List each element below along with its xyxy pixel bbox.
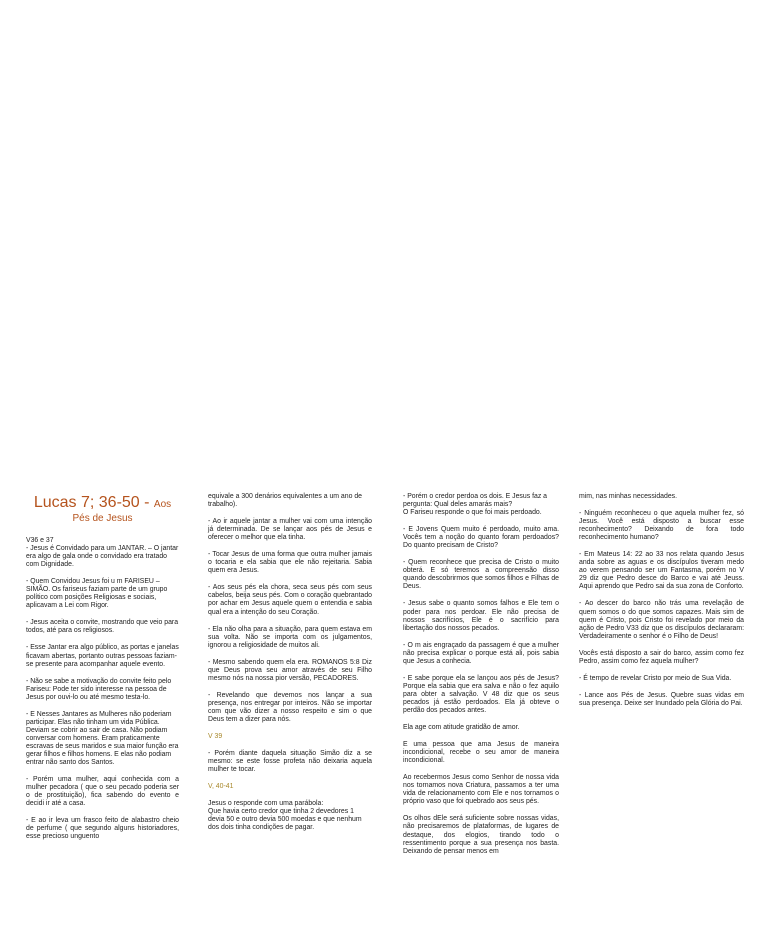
document-title (26, 493, 179, 525)
paragraph: - É tempo de revelar Cristo por meio de Sua Vida. (579, 674, 732, 682)
paragraph: - Mesmo sabendo quem ela era. ROMANOS 5:8 Diz que Deus prova seu amor através de seu Filho mesmo nós na nossa pior versão, PECADORES. (208, 658, 372, 682)
paragraph: - Jesus aceita o convite, mostrando que veio para todos, até para os religiosos. (26, 619, 179, 635)
column-2 (208, 493, 372, 841)
column-4 (579, 493, 744, 717)
paragraph: - Esse Jantar era algo público, as portas e janelas ficavam abertas, portanto outras pessoas faziam-se presente para acompanhar aquele evento. (26, 644, 179, 668)
title-main: Lucas 7; 36-50 - (33, 494, 154, 511)
paragraph: Ela age com atitude gratidão de amor. (403, 724, 520, 732)
column-3 (403, 493, 559, 865)
paragraph: - Revelando que devemos nos lançar a sua presença, nos entregar por inteiros. Não se importar com que vão dizer a nosso respeito e sim o que Deus tem a dizer para nós. (208, 691, 372, 723)
paragraph: - Porém diante daquela situação Simão diz a se mesmo: se este fosse profeta não deixaria aquela mulher te tocar. (208, 750, 372, 774)
paragraph: - Porém uma mulher, aqui conhecida com a mulher pecadora ( que o seu pecado poderia ser o de prostituição), fica sabendo do evento e decidi ir até a casa. (26, 776, 179, 808)
paragraph: Vocês está disposto a sair do barco, assim como fez Pedro, assim como fez aquela mulher? (579, 649, 744, 665)
paragraph: - E sabe porque ela se lançou aos pés de Jesus? Porque ela sabia que era salva e não o fez aquilo para obter a salvação. V 48 diz que os seus pecados já estão perdoados. Ela já obteve o perdão dos pecados antes. (403, 674, 559, 714)
paragraph: - Ao descer do barco não trás uma revelação de quem somos o do que somos capazes. Mais sim de quem é Cristo, pois Cristo foi revelado por meio da ação de Pedro V33 diz que os discípulos declararam: Verdadeiramente o senhor é o Filho de Deus! (579, 600, 744, 640)
paragraph: equivale a 300 denários equivalentes a um ano de trabalho). (208, 493, 363, 509)
paragraph: - Não se sabe a motivação do convite feito pelo Fariseu: Pode ter sido interesse na pessoa de Jesus por ouvi-lo ou até mesmo testa-lo. (26, 677, 172, 701)
paragraph: - Ela não olha para a situação, para quem estava em sua volta. Não se importa com os julgamentos, ignorou a religiosidade de muitos ali. (208, 625, 372, 649)
paragraph: Os olhos dEle será suficiente sobre nossas vidas, não precisaremos de plataformas, de lugares de destaque, dos elogios, tirando todo o ressentimento porque a sua presença nos basta. Deixando de pensar menos em (403, 815, 559, 855)
paragraph: Ao recebermos Jesus como Senhor de nossa vida nos tornamos nova Criatura, passamos a ter uma vida de relacionamento com Ele e nos tornamos o próprio vaso que foi quebrado aos seus pés. (403, 774, 559, 806)
paragraph: - Aos seus pés ela chora, seca seus pés com seus cabelos, beija seus pés. Com o coração quebrantado por achar em Jesus aquele quem o entendia e sabia qual era a intenção do seu Coração. (208, 584, 372, 616)
title-aos: Aos (153, 499, 172, 510)
column-1 (26, 493, 179, 850)
paragraph: Jesus o responde com uma parábola: Que havia certo credor que tinha 2 devedores 1 devia 50 e outro devia 500 moedas e que nenhum dos dois tinha condições de pagar. (208, 800, 362, 832)
paragraph: - Lance aos Pés de Jesus. Quebre suas vidas em sua presença. Deixe ser Inundado pela Glória do Pai. (579, 691, 744, 707)
paragraph: E uma pessoa que ama Jesus de maneira incondicional, recebe o seu amor de maneira incondicional. (403, 741, 559, 765)
verse-heading: V, 40-41 (208, 783, 234, 791)
paragraph: - Jesus sabe o quanto somos falhos e Ele tem o poder para nos perdoar. Ele não precisa de nossos sacrifícios, Ele é o sacrifício para libertação dos nossos pecados. (403, 600, 559, 632)
paragraph: - Quem reconhece que precisa de Cristo o muito obterá. E só teremos a compreensão disso quando descobrirmos que somos filhos e Filhas de Deus. (403, 559, 559, 591)
paragraph: - Em Mateus 14: 22 ao 33 nos relata quando Jesus anda sobre as aguas e os discípulos tiveram medo ao verem pensando ser um Fantasma, porém no V 29 diz que Pedro desce do Barco e vai até Jeuss. Aqui aprendo que Pedro sai da sua zona de Conforto. (579, 551, 744, 591)
paragraph: - Porém o credor perdoa os dois. E Jesus faz a pergunta: Qual deles amarás mais? O Fariseu responde o que foi mais perdoado. (403, 493, 548, 517)
verse-heading: V 39 (208, 733, 223, 741)
paragraph: mim, nas minhas necessidades. (579, 493, 678, 500)
paragraph: - E ao ir leva um frasco feito de alabastro cheio de perfume ( que segundo alguns historiadores, esse precioso unguento (26, 817, 179, 841)
paragraph: - E Jovens Quem muito é perdoado, muito ama. Vocês tem a noção do quanto foram perdoados? Do quanto precisam de Cristo? (403, 526, 559, 550)
paragraph: V36 e 37 - Jesus é Convidado para um JANTAR. – O jantar era algo de gala onde o convidado era tratado com Dignidade. (26, 537, 179, 569)
paragraph: - Ao ir aquele jantar a mulher vai com uma intenção já determinada. De se lançar aos pés de Jesus e oferecer o melhor que ela tinha. (208, 518, 372, 542)
paragraph: - O m ais engraçado da passagem é que a mulher não precisa explicar o porque está ali, pois sabia que Jesus a conhecia. (403, 641, 559, 665)
paragraph: - Ninguém reconheceu o que aquela mulher fez, só Jesus. Você está disposto a buscar esse reconhecimento? Deixando de fora todo reconhecimento humano? (579, 510, 744, 542)
title-subtitle: Pés de Jesus (72, 513, 133, 524)
paragraph: - Quem Convidou Jesus foi u m FARISEU – SIMÃO. Os fariseus faziam parte de um grupo político com posições Religiosas e sociais, aplicavam a Lei com Rigor. (26, 578, 168, 610)
paragraph: - Tocar Jesus de uma forma que outra mulher jamais o tocaria e ela sabia que ele não rejeitaria. Sabia quem era Jesus. (208, 551, 372, 575)
paragraph: - E Nesses Jantares as Mulheres não poderiam participar. Elas não tinham um vida Pública. Deviam se cobrir ao sair de casa. Não podiam conversar com homens. Eram praticamente escravas de seus maridos e sua maior função era gerar filhos e filhos homens. E elas não podiam entrar não santo dos Santos. (26, 710, 179, 767)
